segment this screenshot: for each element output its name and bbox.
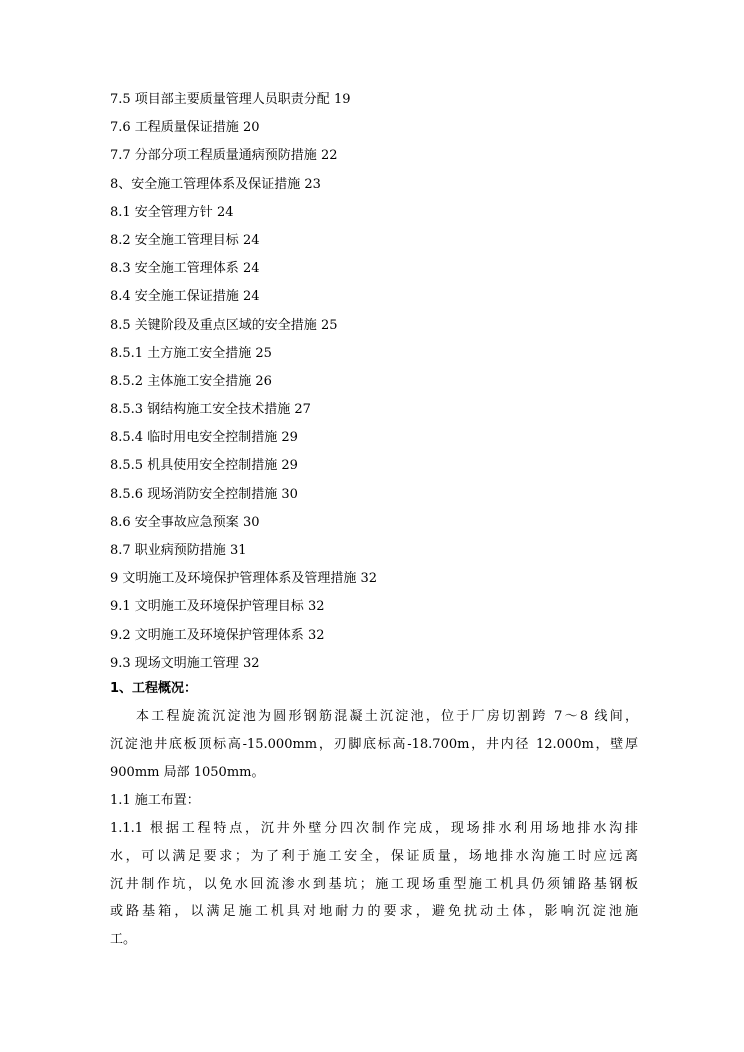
overview-paragraph: [110, 703, 638, 786]
toc-item[interactable]: 8.5.4 临时用电安全控制措施 29: [110, 430, 298, 446]
toc-item[interactable]: 8.7 职业病预防措施 31: [110, 543, 247, 558]
toc-item[interactable]: 8.5.2 主体施工安全措施 26: [110, 373, 272, 389]
paragraph-line: 水，可以满足要求；为了利于施工安全，保证质量，场地排水沟施工时应远离: [110, 848, 638, 864]
toc-item[interactable]: 8.5.1 土方施工安全措施 25: [110, 345, 272, 361]
toc-item[interactable]: 8.5 关键阶段及重点区域的安全措施 25: [110, 317, 338, 333]
toc-item[interactable]: 9.2 文明施工及环境保护管理体系 32: [110, 627, 325, 643]
toc-item[interactable]: 8.2 安全施工管理目标 24: [110, 232, 260, 248]
toc-item[interactable]: 7.5 项目部主要质量管理人员职责分配 19: [110, 92, 351, 107]
layout-paragraph: [110, 815, 638, 954]
paragraph-line: 1.1.1 根据工程特点，沉井外壁分四次制作完成，现场排水利用场地排水沟排: [110, 821, 638, 836]
toc-item[interactable]: 9.3 现场文明施工管理 32: [110, 655, 260, 671]
toc-item[interactable]: 8.5.3 钢结构施工安全技术措施 27: [110, 402, 311, 418]
subsection-heading: [110, 787, 638, 815]
toc-item[interactable]: 8、安全施工管理体系及保证措施 23: [110, 176, 321, 192]
paragraph-line: 沉淀池井底板顶标高-15.000mm，刃脚底标高-18.700m，井内径 12.000m，壁厚: [110, 736, 638, 752]
toc-item[interactable]: 8.1 安全管理方针 24: [110, 204, 234, 220]
toc-item[interactable]: 8.5.6 现场消防安全控制措施 30: [110, 486, 298, 502]
section-heading: 1、工程概况：: [110, 681, 198, 696]
toc-item[interactable]: 9.1 文明施工及环境保护管理目标 32: [110, 599, 325, 615]
paragraph-line: 工。: [110, 932, 137, 948]
paragraph-line: 沉井制作坑，以免水回流渗水到基坑；施工现场重型施工机具仍须铺路基钢板: [110, 876, 638, 892]
subsection-title: 1.1 施工布置：: [110, 793, 200, 808]
toc-item[interactable]: 8.5.5 机具使用安全控制措施 29: [110, 458, 298, 474]
toc-item[interactable]: 8.3 安全施工管理体系 24: [110, 261, 260, 277]
toc-item[interactable]: 8.6 安全事故应急预案 30: [110, 514, 260, 530]
toc-item[interactable]: 9 文明施工及环境保护管理体系及管理措施 32: [110, 571, 378, 587]
table-of-contents: [110, 88, 377, 680]
toc-item[interactable]: 7.7 分部分项工程质量通病预防措施 22: [110, 148, 338, 164]
paragraph-line: 或路基箱，以满足施工机具对地耐力的要求，避免扰动土体，影响沉淀池施: [110, 904, 638, 920]
toc-item[interactable]: 8.4 安全施工保证措施 24: [110, 289, 260, 305]
toc-item[interactable]: 7.6 工程质量保证措施 20: [110, 120, 260, 136]
paragraph-line: 900mm 局部 1050mm。: [110, 764, 265, 780]
paragraph-line: 本工程旋流沉淀池为圆形钢筋混凝土沉淀池，位于厂房切割跨 7～8 线间，: [136, 709, 638, 724]
